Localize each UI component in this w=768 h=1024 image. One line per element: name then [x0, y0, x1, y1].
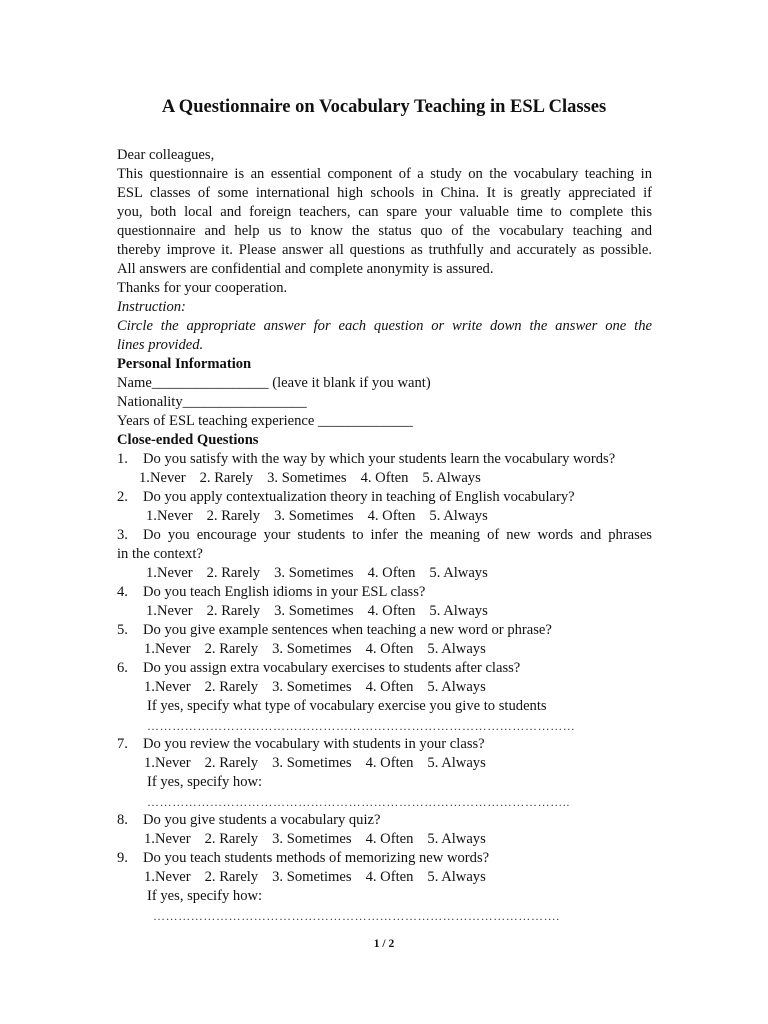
option-sometimes[interactable]: 3. Sometimes [274, 565, 354, 581]
instruction-label: Instruction: [117, 299, 186, 315]
question-text: Do you review the vocabulary with students in your class? [143, 736, 485, 752]
question-text: Do you give students a vocabulary quiz? [143, 812, 381, 828]
question-4 [117, 583, 425, 602]
intro-line-2: ESL classes of some international high schools in China. It is greatly appreciated if [117, 185, 652, 201]
instruction-line-1: Circle the appropriate answer for each question or write down the answer one the [117, 318, 652, 334]
option-sometimes[interactable]: 3. Sometimes [272, 679, 352, 695]
closed-questions-heading: Close-ended Questions [117, 432, 259, 448]
question-5 [117, 621, 552, 640]
option-often[interactable]: 4. Often [367, 508, 416, 524]
question-text: Do you teach English idioms in your ESL class? [143, 584, 426, 600]
question-9 [117, 849, 489, 868]
option-often[interactable]: 4. Often [367, 565, 416, 581]
answer-options-q9 [144, 868, 500, 887]
answer-line-q6[interactable]: ………………………………………………………………………………………… [147, 719, 576, 733]
option-often[interactable]: 4. Often [365, 831, 414, 847]
option-always[interactable]: 5. Always [427, 679, 486, 695]
answer-options-q1 [139, 469, 495, 488]
option-sometimes[interactable]: 3. Sometimes [274, 508, 354, 524]
option-always[interactable]: 5. Always [429, 508, 488, 524]
option-never[interactable]: 1.Never [146, 508, 193, 524]
option-always[interactable]: 5. Always [429, 565, 488, 581]
option-never[interactable]: 1.Never [144, 755, 191, 771]
option-sometimes[interactable]: 3. Sometimes [274, 603, 354, 619]
question-number: 7. [117, 736, 128, 752]
answer-options-q4 [146, 602, 502, 621]
question-number: 3. [117, 527, 128, 543]
answer-options-q8 [144, 830, 500, 849]
intro-line-1: This questionnaire is an essential component of a study on the vocabulary teaching in [117, 166, 652, 182]
option-sometimes[interactable]: 3. Sometimes [272, 755, 352, 771]
answer-options-q3 [146, 564, 502, 583]
option-rarely[interactable]: 2. Rarely [206, 508, 261, 524]
option-rarely[interactable]: 2. Rarely [204, 679, 259, 695]
page-number: 1 / 2 [373, 938, 395, 950]
name-field[interactable]: Name________________ (leave it blank if you want) [117, 375, 431, 391]
greeting: Dear colleagues, [117, 147, 215, 163]
option-often[interactable]: 4. Often [367, 603, 416, 619]
option-sometimes[interactable]: 3. Sometimes [267, 470, 347, 486]
option-often[interactable]: 4. Often [365, 869, 414, 885]
option-rarely[interactable]: 2. Rarely [206, 603, 261, 619]
intro-line-5: thereby improve it. Please answer all questions as truthfully and accurately as possible. [117, 242, 652, 258]
question-3-line-1 [117, 526, 652, 545]
question-text: Do you apply contextualization theory in teaching of English vocabulary? [143, 489, 575, 505]
answer-options-q6 [144, 678, 500, 697]
question-text: Do you assign extra vocabulary exercises to students after class? [143, 660, 521, 676]
question-number: 4. [117, 584, 128, 600]
answer-options-q5 [144, 640, 500, 659]
option-never[interactable]: 1.Never [146, 603, 193, 619]
option-often[interactable]: 4. Often [365, 641, 414, 657]
question-8 [117, 811, 381, 830]
option-always[interactable]: 5. Always [427, 831, 486, 847]
personal-info-heading: Personal Information [117, 356, 252, 372]
option-often[interactable]: 4. Often [365, 755, 414, 771]
option-often[interactable]: 4. Often [360, 470, 409, 486]
question-6-followup: If yes, specify what type of vocabulary exercise you give to students [147, 698, 547, 714]
answer-line-q9[interactable]: ……………………………………………………………………………………. [153, 909, 560, 923]
question-6 [117, 659, 520, 678]
question-7 [117, 735, 485, 754]
option-always[interactable]: 5. Always [427, 641, 486, 657]
option-rarely[interactable]: 2. Rarely [204, 641, 259, 657]
option-never[interactable]: 1.Never [144, 831, 191, 847]
option-never[interactable]: 1.Never [144, 869, 191, 885]
question-number: 8. [117, 812, 128, 828]
intro-line-4: questionnaire and help us to know the status quo of the vocabulary teaching and [117, 223, 652, 239]
option-sometimes[interactable]: 3. Sometimes [272, 831, 352, 847]
answer-line-q7[interactable]: ……………………………………………………………………………………….. [147, 795, 570, 809]
option-never[interactable]: 1.Never [144, 641, 191, 657]
option-rarely[interactable]: 2. Rarely [199, 470, 254, 486]
option-always[interactable]: 5. Always [427, 755, 486, 771]
thanks-line: Thanks for your cooperation. [117, 280, 288, 296]
question-number: 9. [117, 850, 128, 866]
question-9-followup: If yes, specify how: [147, 888, 263, 904]
option-always[interactable]: 5. Always [422, 470, 481, 486]
nationality-field[interactable]: Nationality_________________ [117, 394, 307, 410]
option-always[interactable]: 5. Always [427, 869, 486, 885]
option-rarely[interactable]: 2. Rarely [204, 755, 259, 771]
question-3-line-2: in the context? [117, 546, 203, 562]
answer-options-q2 [146, 507, 502, 526]
option-rarely[interactable]: 2. Rarely [204, 869, 259, 885]
answer-options-q7 [144, 754, 500, 773]
option-always[interactable]: 5. Always [429, 603, 488, 619]
option-never[interactable]: 1.Never [139, 470, 186, 486]
question-2 [117, 488, 575, 507]
option-often[interactable]: 4. Often [365, 679, 414, 695]
question-number: 5. [117, 622, 128, 638]
intro-line-3: you, both local and foreign teachers, can spare your valuable time to complete this [117, 204, 652, 220]
intro-line-6: All answers are confidential and complete anonymity is assured. [117, 261, 494, 277]
question-text: Do you satisfy with the way by which your students learn the vocabulary words? [143, 451, 616, 467]
question-number: 6. [117, 660, 128, 676]
question-number: 2. [117, 489, 128, 505]
page-title: A Questionnaire on Vocabulary Teaching in ESL Classes [161, 97, 607, 117]
option-sometimes[interactable]: 3. Sometimes [272, 641, 352, 657]
years-experience-field[interactable]: Years of ESL teaching experience _____________ [117, 413, 413, 429]
instruction-line-2: lines provided. [117, 337, 204, 353]
question-7-followup: If yes, specify how: [147, 774, 263, 790]
question-text: Do you encourage your students to infer the meaning of new words and phrases [143, 527, 652, 543]
option-sometimes[interactable]: 3. Sometimes [272, 869, 352, 885]
option-rarely[interactable]: 2. Rarely [206, 565, 261, 581]
option-never[interactable]: 1.Never [144, 679, 191, 695]
question-number: 1. [117, 451, 128, 467]
question-text: Do you teach students methods of memorizing new words? [143, 850, 490, 866]
option-never[interactable]: 1.Never [146, 565, 193, 581]
question-1 [117, 450, 615, 469]
option-rarely[interactable]: 2. Rarely [204, 831, 259, 847]
question-text: Do you give example sentences when teaching a new word or phrase? [143, 622, 552, 638]
